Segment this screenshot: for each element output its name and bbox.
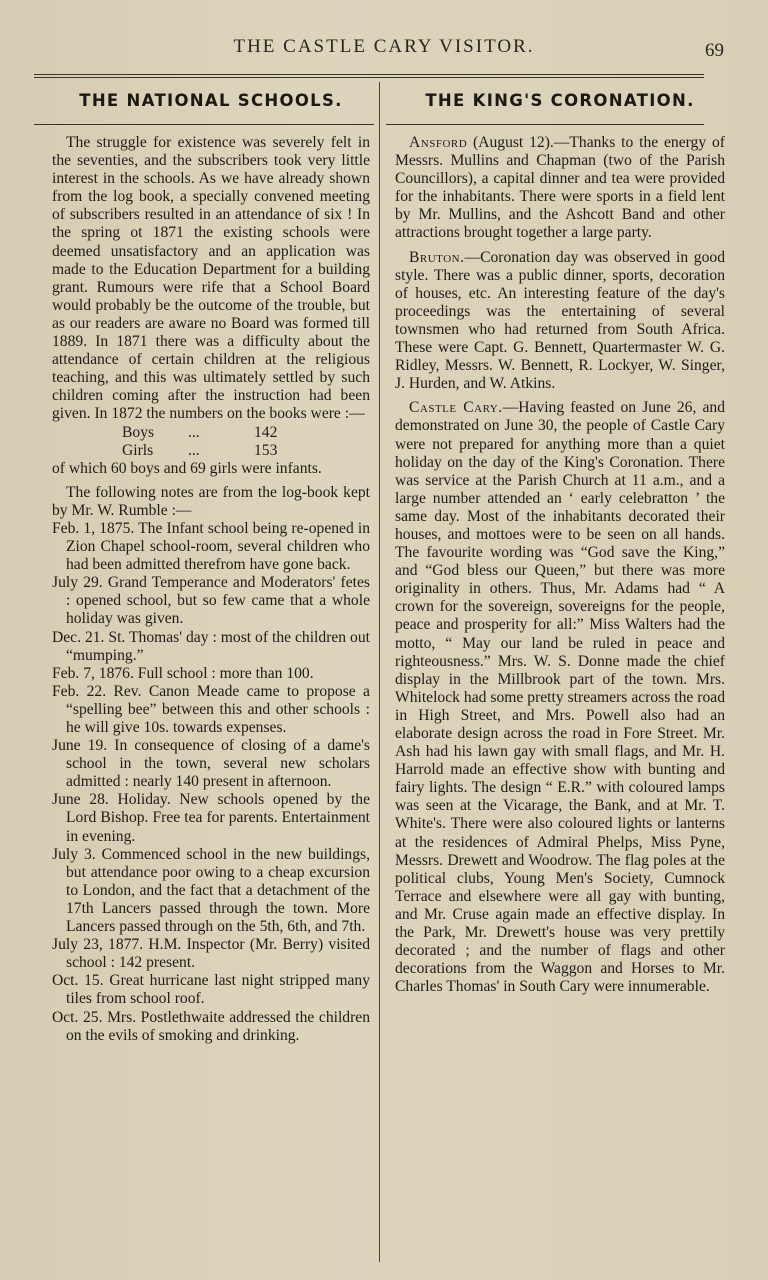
log-entry-text: The Infant school being re-opened in Zion Chapel school-room, several children who had been admitted therefrom have gone back. xyxy=(66,519,370,574)
page-number: 69 xyxy=(705,40,724,61)
log-entry-date: June 28. xyxy=(52,791,109,809)
report-paragraph xyxy=(395,399,725,996)
tally-dots: ... xyxy=(188,423,200,441)
log-entry-text: In consequence of closing of a dame's school in the town, several new scholars admitted : nearly 140 present in afternoon. xyxy=(66,737,370,791)
log-entry-text: Rev. Canon Meade came to propose a “spelling bee” between this and other schools : he will give 10s. towards expenses. xyxy=(66,682,370,736)
tally-label: Girls xyxy=(122,441,154,459)
log-entry-date: Dec. 21. xyxy=(52,628,105,646)
header-rule xyxy=(34,74,704,78)
log-entry-text: Commenced school in the new buildings, but attendance poor owing to a cheap excursion to London, and the fact that a detachment of the 17th Lancers passed through the town. More Lancers passed through on the 5th, 6th, and 7th. xyxy=(66,845,370,936)
tally-row xyxy=(122,442,370,460)
report-paragraph xyxy=(395,134,725,243)
log-entry-text: H.M. Inspector (Mr. Berry) visited school : 142 present. xyxy=(66,936,371,972)
right-article-body xyxy=(395,134,725,996)
left-article-body xyxy=(52,134,370,1045)
log-entry xyxy=(52,972,370,1008)
log-entry-date: Oct. 15. xyxy=(52,972,104,990)
log-entry xyxy=(52,846,370,936)
log-entry xyxy=(52,737,370,791)
intro-paragraph: The struggle for existence was severely felt in the seventies, and the subscribers took very little interest in the schools. As we have already shown from the log book, a specially convened meeting of subscribers resulted in an attendance of six ! In the spring ot 1871 the existing schools were deemed unsatisfactory and an application was made to the Education Department for a building grant. Rumours were rife that a School Board would probably be the outcome of the trouble, but as our readers are aware no Board was formed till 1889. In 1871 there was a difficulty about the attendance of certain children at the religious teaching, and this was ultimately settled by such children coming after the instruction had been given. In 1872 the numbers on the books were :— xyxy=(52,134,370,423)
report-text: —Having feasted on June 26, and demonstrated on June 30, the people of Castle Cary were not prepared for anything more than a quiet holiday on the day of the King's Coronation. There was service at the Parish Church at 11 a.m., and a large number attended an ‘ early celebratton ’ the same day. Most of the inhabitants decorated their houses, and mottoes were to be seen on all hands. The favourite wording was “God save the King,” and “God bless our Queen,” but there was more originality in others. Thus, Mr. Adams had “ A crown for the sovereign, sovereigns for the people, peace and prosperity for all:” Miss Walters had the motto, “ May our land be ruled in peace and righteousness.” Mrs. W. S. Donne made the chief display in the Millbrook part of the town. Mrs. Whitelock had some pretty streamers across the road in High Street, and Mrs. Powell also had an elaborate design across the road in Fore Street. Mr. Ash had his lawn gay with small flags, and Mr. H. Harrold made an effective show with bunting and fairy lights. The design “ E.R.” with coloured lamps was seen at the Vicarage, the Bank, and at Mr. T. White's. There were also coloured lights or lanterns at the residences of Admiral Phelps, Miss Pyne, Messrs. Drewett and Woodrow. The flag poles at the political clubs, Young Men's Society, Cumnock Terrace and elsewhere were all gay with bunting, and Mr. Cruse again made an effective display. In the Park, Mr. Drewett's house was very prettily decorated ; and the number of flags and other decorations from the Waggon and Horses to Mr. Charles Thomas' in South Cary were innumerable. xyxy=(395,399,725,996)
log-entry-date: June 19. xyxy=(52,737,108,755)
log-entry xyxy=(52,683,370,737)
log-entry-text: Full school : more than 100. xyxy=(137,664,314,682)
tally-value: 153 xyxy=(254,441,278,459)
log-entry-text: Grand Temperance and Moderators' fetes : opened school, but so few came that a whole holiday was given. xyxy=(66,574,370,628)
log-entry-text: St. Thomas' day : most of the children out “mumping.” xyxy=(66,628,370,664)
report-text: (August 12).—Thanks to the energy of Messrs. Mullins and Chapman (two of the Parish Councillors), a capital dinner and tea were provided for the inhabitants. There were sports in a field lent by Mr. Mullins, and the Ashcott Band and other attractions brought together a large party. xyxy=(395,134,725,242)
running-head xyxy=(0,36,768,58)
place-name: Ansford xyxy=(409,134,468,151)
tally-row xyxy=(122,424,370,442)
log-entry-text: Great hurricane last night stripped many tiles from school roof. xyxy=(66,972,370,1008)
log-entry xyxy=(52,665,370,683)
publication-title: THE CASTLE CARY VISITOR. xyxy=(233,36,535,57)
article-heading-national-schools: THE NATIONAL SCHOOLS. xyxy=(79,91,343,110)
log-entry xyxy=(52,520,370,574)
log-entry-date: Feb. 22. xyxy=(52,682,107,700)
log-entry-date: Feb. 7, 1876. xyxy=(52,664,134,682)
right-column xyxy=(395,84,725,996)
after-tally-text: of which 60 boys and 69 girls were infants. xyxy=(52,459,322,477)
log-entry xyxy=(52,791,370,845)
log-entry-date: July 23, 1877. xyxy=(52,936,144,954)
place-name: Bruton. xyxy=(409,248,465,266)
log-entry-text: Mrs. Postlethwaite addressed the children on the evils of smoking and drinking. xyxy=(66,1008,370,1044)
column-divider xyxy=(379,82,380,1262)
notes-intro: The following notes are from the log-book kept by Mr. W. Rumble :— xyxy=(52,483,370,519)
log-entry-date: July 29. xyxy=(52,574,103,592)
tally-dots: ... xyxy=(188,441,200,459)
school-numbers-table xyxy=(52,424,370,460)
place-name: Castle Cary. xyxy=(409,399,503,417)
log-entry-text: Holiday. New schools opened by the Lord Bishop. Free tea for parents. Entertainment in evening. xyxy=(66,791,370,845)
log-entry xyxy=(52,1009,370,1045)
log-entry-date: Feb. 1, 1875. xyxy=(52,519,135,537)
report-text: —Coronation day was observed in good style. There was a public dinner, sports, decoration of houses, etc. An interesting feature of the day's proceedings was the entertaining of several townsmen who had returned from South Africa. These were Capt. G. Bennett, Quartermaster W. G. Ridley, Messrs. W. Bennett, R. Lockyer, W. Singer, J. Hurden, and W. Atkins. xyxy=(395,248,725,393)
report-paragraph xyxy=(395,249,725,394)
log-entry xyxy=(52,629,370,665)
tally-value: 142 xyxy=(254,423,278,441)
log-entry-date: July 3. xyxy=(52,845,96,863)
article-heading-kings-coronation: THE KING'S CORONATION. xyxy=(425,91,695,110)
log-entry-date: Oct. 25. xyxy=(52,1008,103,1026)
left-column xyxy=(52,84,370,1045)
log-entry xyxy=(52,936,370,972)
log-entry xyxy=(52,574,370,628)
tally-label: Boys xyxy=(122,423,155,441)
